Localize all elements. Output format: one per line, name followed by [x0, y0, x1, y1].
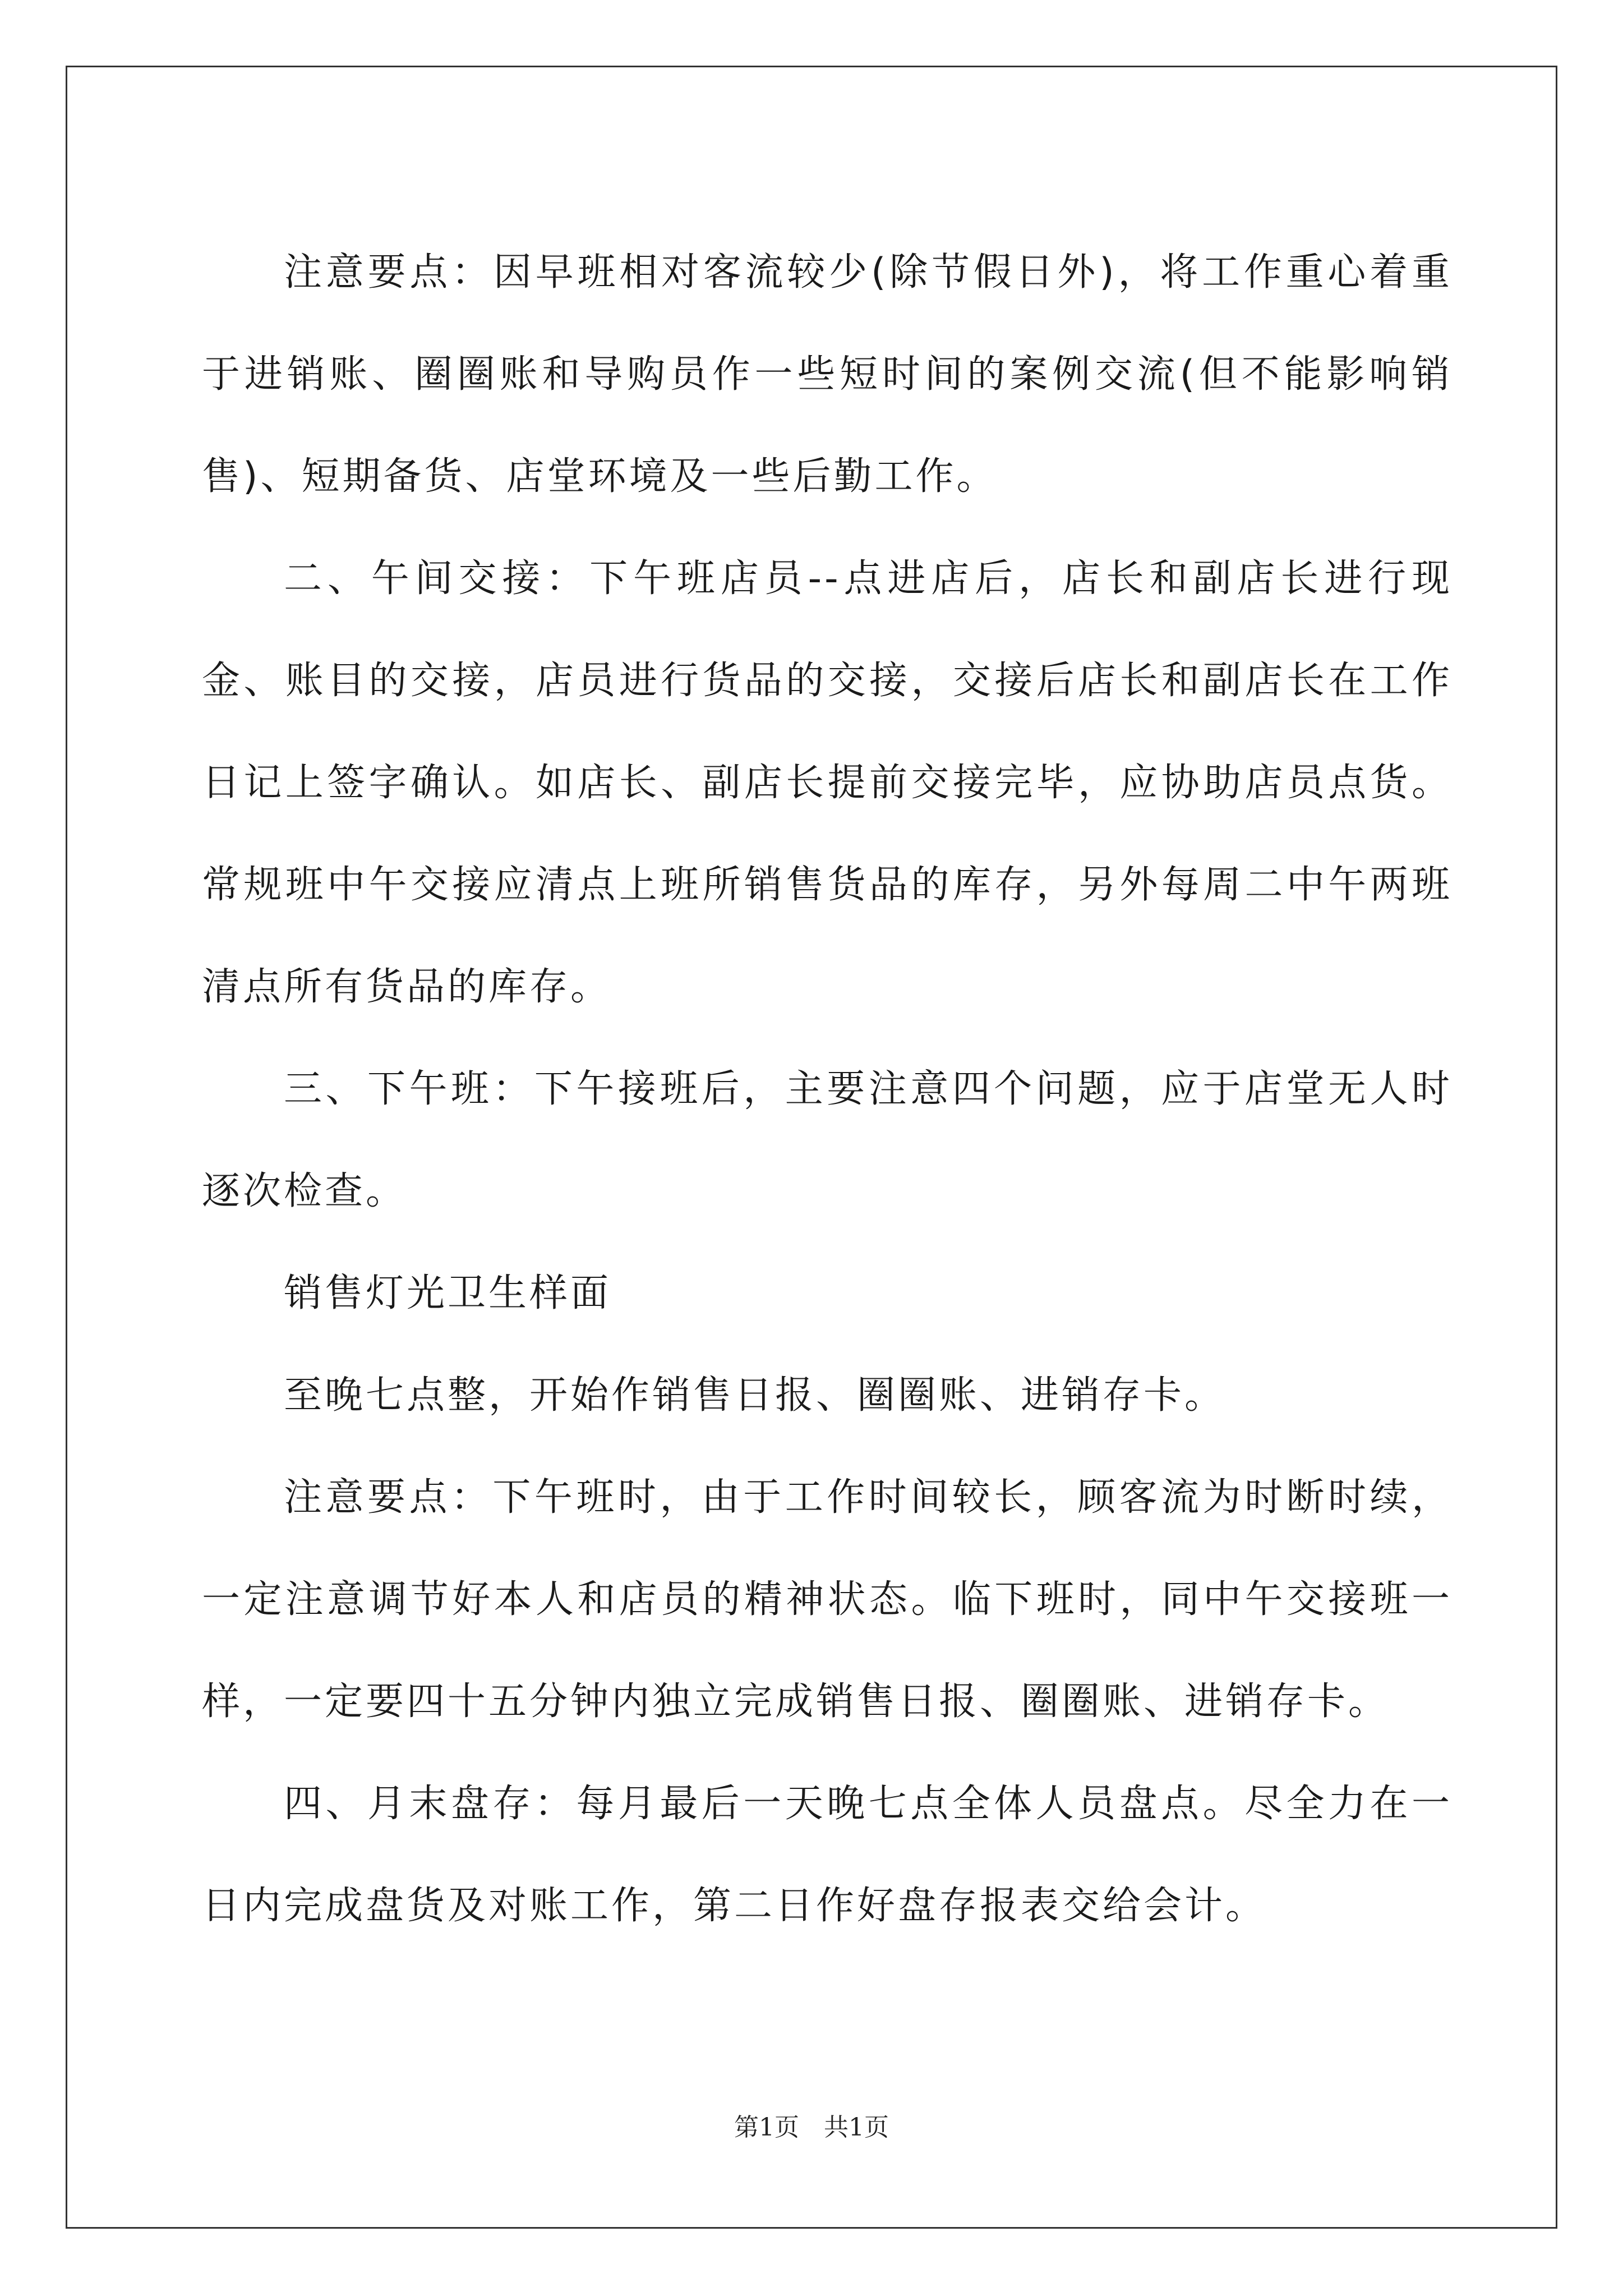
paragraph-month-end-inventory: 四、月末盘存：每月最后一天晚七点全体人员盘点。尽全力在一日内完成盘货及对账工作，第二日作好盘存报表交给会计。 [202, 1782, 1453, 1928]
page-number-footer: 第1页 共1页 [734, 2113, 889, 2142]
document-body [202, 222, 1453, 1957]
paragraph-midday-handover: 二、午间交接：下午班店员--点进店后，店长和副店长进行现金、账目的交接，店员进行货品的交接，交接后店长和副店长在工作日记上签字确认。如店长、副店长提前交接完毕，应协助店员点货。常规班中午交接应清点上班所销售货品的库存，另外每周二中午两班清点所有货品的库存。 [202, 556, 1453, 1009]
paragraph-afternoon-notes: 注意要点：下午班时，由于工作时间较长，顾客流为时断时续，一定注意调节好本人和店员的精神状态。临下班时，同中午交接班一样，一定要四十五分钟内独立完成销售日报、圈圈账、进销存卡。 [202, 1475, 1453, 1724]
paragraph-early-shift-notes: 注意要点：因早班相对客流较少(除节假日外)，将工作重心着重于进销账、圈圈账和导购员作一些短时间的案例交流(但不能影响销售)、短期备货、店堂环境及一些后勤工作。 [202, 250, 1453, 499]
paragraph-afternoon-shift: 三、下午班：下午接班后，主要注意四个问题，应于店堂无人时逐次检查。 [202, 1067, 1453, 1213]
paragraph-check-items: 销售灯光卫生样面 [284, 1271, 612, 1315]
paragraph-evening-reports: 至晚七点整，开始作销售日报、圈圈账、进销存卡。 [284, 1373, 1226, 1418]
